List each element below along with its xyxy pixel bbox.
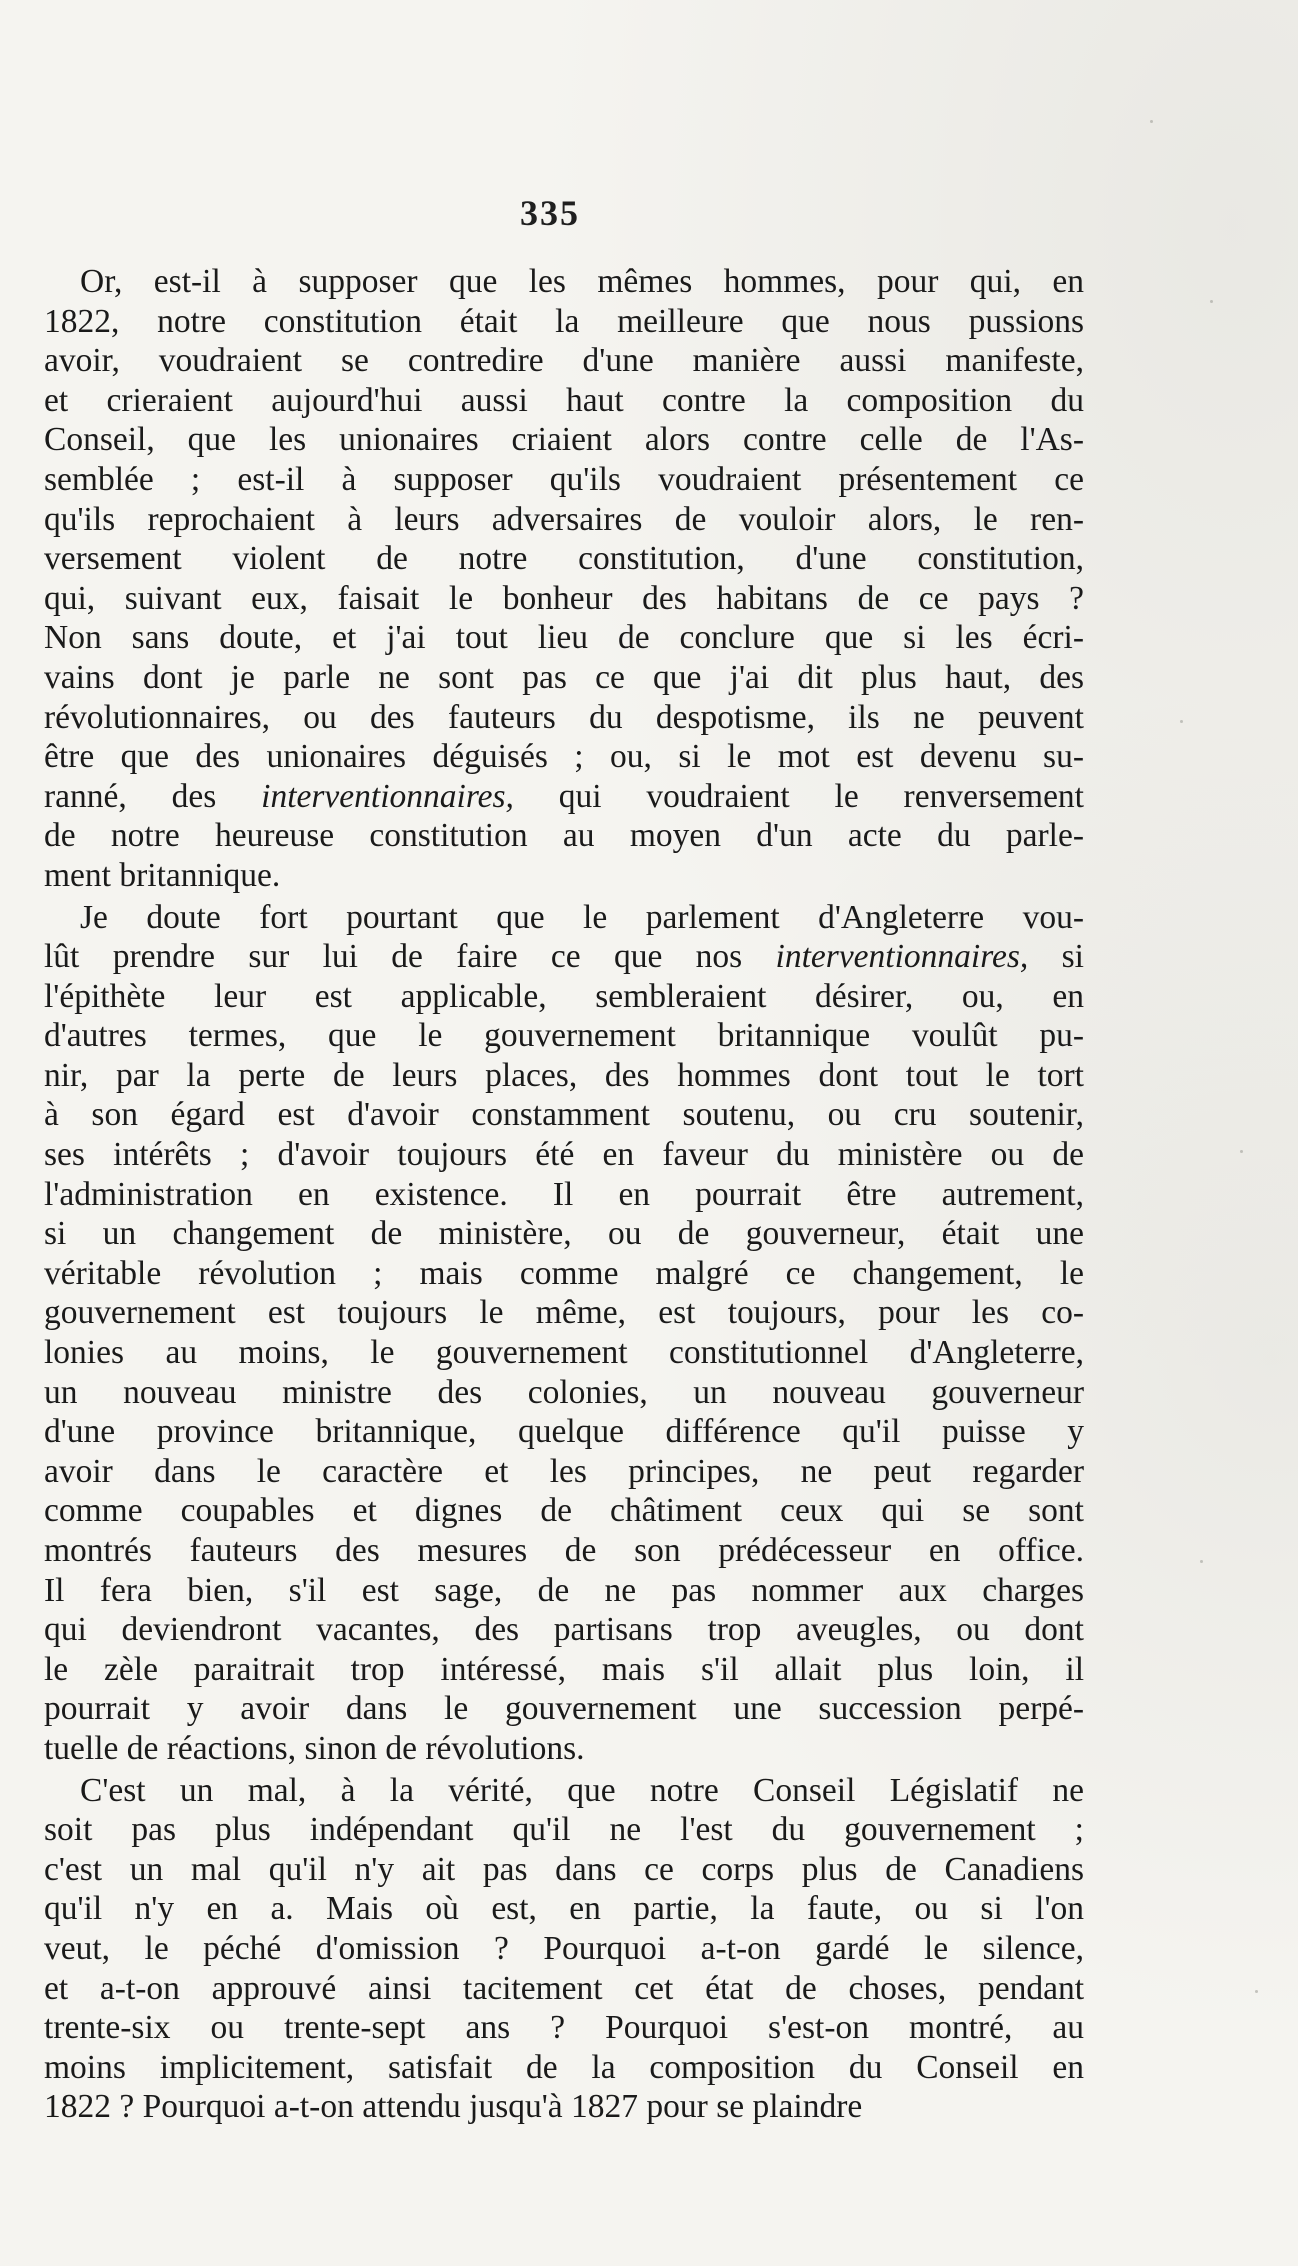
text-line: révolutionnaires, ou des fauteurs du despotisme, ils ne peuvent: [44, 698, 1084, 736]
text-line: lût prendre sur lui de faire ce que nos interventionnaires, si: [44, 938, 1084, 976]
body-text: [44, 262, 1084, 2129]
scan-speck: [1150, 120, 1153, 123]
text-line: ranné, des interventionnaires, qui voudraient le renversement: [44, 777, 1084, 815]
text-line: vains dont je parle ne sont pas ce que j'ai dit plus haut, des: [44, 658, 1084, 696]
text-line: versement violent de notre constitution, d'une constitution,: [44, 540, 1084, 578]
text-line: à son égard est d'avoir constamment soutenu, ou cru soutenir,: [44, 1096, 1084, 1134]
text-line: avoir dans le caractère et les principes, ne peut regarder: [44, 1452, 1084, 1490]
text-line: soit pas plus indépendant qu'il ne l'est du gouvernement ;: [44, 1811, 1084, 1849]
text-line: tuelle de réactions, sinon de révolutions.: [44, 1729, 585, 1767]
text-line: d'une province britannique, quelque différence qu'il puisse y: [44, 1413, 1084, 1451]
text-line: veut, le péché d'omission ? Pourquoi a-t-on gardé le silence,: [44, 1929, 1084, 1967]
text-line: c'est un mal qu'il n'y ait pas dans ce corps plus de Canadiens: [44, 1850, 1084, 1888]
text-line: Je doute fort pourtant que le parlement d'Angleterre vou-: [80, 898, 1084, 936]
text-line: gouvernement est toujours le même, est toujours, pour les co-: [44, 1294, 1084, 1332]
text-line: qui, suivant eux, faisait le bonheur des habitans de ce pays ?: [44, 579, 1084, 617]
text-line: l'administration en existence. Il en pourrait être autrement,: [44, 1175, 1084, 1213]
text-line: d'autres termes, que le gouvernement britannique voulût pu-: [44, 1017, 1084, 1055]
text-line: Il fera bien, s'il est sage, de ne pas nommer aux charges: [44, 1571, 1084, 1609]
text-line: trente-six ou trente-sept ans ? Pourquoi s'est-on montré, au: [44, 2009, 1084, 2047]
scan-speck: [1240, 1150, 1243, 1153]
scan-speck: [1255, 1990, 1258, 1993]
text-line: moins implicitement, satisfait de la composition du Conseil en: [44, 2048, 1084, 2086]
text-line: montrés fauteurs des mesures de son prédécesseur en office.: [44, 1532, 1084, 1569]
text-line: semblée ; est-il à supposer qu'ils voudraient présentement ce: [44, 460, 1084, 498]
scan-speck: [1210, 300, 1213, 303]
text-line: véritable révolution ; mais comme malgré ce changement, le: [44, 1254, 1084, 1292]
text-line: qu'il n'y en a. Mais où est, en partie, la faute, ou si l'on: [44, 1890, 1084, 1928]
paragraph-3: [44, 1771, 1084, 2127]
text-line: Non sans doute, et j'ai tout lieu de conclure que si les écri-: [44, 619, 1084, 657]
text-line: comme coupables et dignes de châtiment ceux qui se sont: [44, 1492, 1084, 1530]
text-line: Or, est-il à supposer que les mêmes hommes, pour qui, en: [80, 263, 1084, 300]
text-line: de notre heureuse constitution au moyen d'un acte du parle-: [44, 817, 1084, 855]
text-line: le zèle paraitrait trop intéressé, mais s'il allait plus loin, il: [44, 1650, 1084, 1688]
text-line: 1822 ? Pourquoi a-t-on attendu jusqu'à 1827 pour se plaindre: [44, 2088, 863, 2126]
text-line: un nouveau ministre des colonies, un nouveau gouverneur: [44, 1373, 1084, 1411]
text-line: être que des unionaires déguisés ; ou, si le mot est devenu su-: [44, 738, 1084, 776]
text-line: ses intérêts ; d'avoir toujours été en faveur du ministère ou de: [44, 1136, 1084, 1174]
text-line: l'épithète leur est applicable, sembleraient désirer, ou, en: [44, 977, 1084, 1015]
text-line: qu'ils reprochaient à leurs adversaires de vouloir alors, le ren-: [44, 500, 1084, 538]
text-line: 1822, notre constitution était la meilleure que nous pussions: [44, 302, 1084, 340]
text-line: lonies au moins, le gouvernement constitutionnel d'Angleterre,: [44, 1334, 1084, 1372]
text-line: qui deviendront vacantes, des partisans trop aveugles, ou dont: [44, 1611, 1084, 1649]
text-line: Conseil, que les unionaires criaient alors contre celle de l'As-: [44, 421, 1084, 459]
scan-speck: [1200, 1560, 1203, 1563]
text-line: si un changement de ministère, ou de gouverneur, était une: [44, 1215, 1084, 1253]
page-number: 335: [520, 193, 580, 233]
text-line: C'est un mal, à la vérité, que notre Conseil Législatif ne: [80, 1771, 1084, 1809]
text-line: pourrait y avoir dans le gouvernement une succession perpé-: [44, 1690, 1084, 1728]
text-line: et crieraient aujourd'hui aussi haut contre la composition du: [44, 381, 1084, 419]
text-line: et a-t-on approuvé ainsi tacitement cet état de choses, pendant: [44, 1969, 1084, 2007]
paragraph-2: [44, 898, 1084, 1769]
text-line: ment britannique.: [44, 856, 281, 894]
text-line: avoir, voudraient se contredire d'une manière aussi manifeste,: [44, 342, 1084, 380]
text-line: nir, par la perte de leurs places, des hommes dont tout le tort: [44, 1056, 1084, 1094]
paragraph-1: [44, 262, 1084, 896]
scan-speck: [1180, 720, 1183, 723]
